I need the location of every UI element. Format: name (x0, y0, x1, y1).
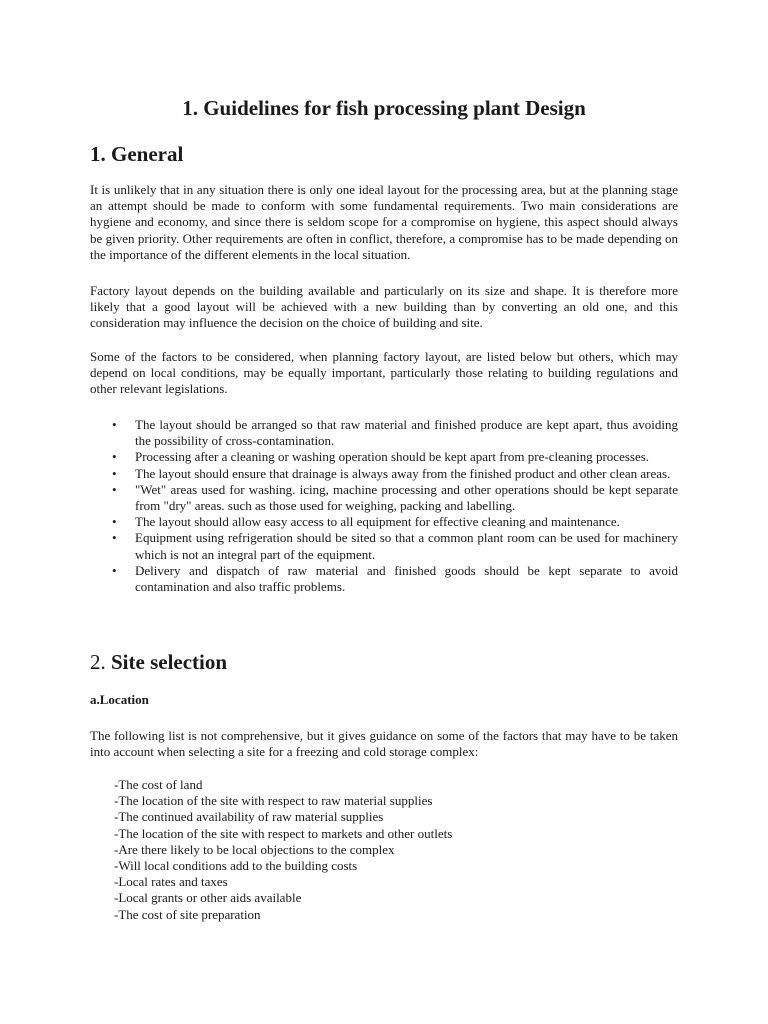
list-item (90, 449, 678, 465)
list-item: -The cost of land (114, 777, 203, 792)
list-item-text: Equipment using refrigeration should be sited so that a common plant room can be used for machinery which is not an integral part of the equipment. (135, 530, 678, 562)
list-item (90, 530, 678, 562)
list-item: -The continued availability of raw material supplies (114, 809, 384, 825)
location-subheading: a.Location (90, 692, 149, 707)
section-site-heading (90, 650, 227, 674)
list-item (90, 482, 678, 514)
list-item-text: The layout should ensure that drainage is always away from the finished product and other clean areas. (135, 465, 671, 481)
list-item-text: Processing after a cleaning or washing operation should be kept apart from pre-cleaning processes. (135, 449, 650, 465)
list-item-text: The layout should allow easy access to all equipment for effective cleaning and maintenance. (135, 514, 620, 530)
general-paragraph-1: It is unlikely that in any situation there is only one ideal layout for the processing area, but at the planning stage an attempt should be made to conform with some fundamental requirements. Two main considerations are hygiene and economy, and since there is seldom scope for a compromise on hygiene, this aspect should always be given priority. Other requirements are often in conflict, therefore, a compromise has to be made depending on the importance of the different elements in the local situation. (90, 182, 678, 262)
general-paragraph-3: Some of the factors to be considered, when planning factory layout, are listed below but others, which may depend on local conditions, may be equally important, particularly those relating to building regulations and other relevant legislations. (90, 349, 678, 397)
list-item-text: The layout should be arranged so that raw material and finished produce are kept apart, thus avoiding the possibility of cross-contamination. (135, 417, 678, 449)
list-item (90, 466, 678, 482)
list-item (90, 417, 678, 449)
list-item: -The location of the site with respect to markets and other outlets (114, 825, 453, 841)
list-item: -Will local conditions add to the building costs (114, 858, 358, 874)
list-item (90, 563, 678, 595)
section-general-title: General (111, 142, 184, 166)
location-intro-paragraph: The following list is not comprehensive, but it gives guidance on some of the factors that may have to be taken into account when selecting a site for a freezing and cold storage complex: (90, 728, 678, 760)
list-item-text: Delivery and dispatch of raw material and finished goods should be kept separate to avoid contamination and also traffic problems. (135, 562, 678, 595)
list-item-text: "Wet" areas used for washing. icing, machine processing and other operations should be kept separate from "dry" areas. such as those used for weighing, packing and labelling. (135, 481, 678, 514)
site-factors-list (114, 777, 452, 923)
list-item: -The cost of site preparation (114, 906, 261, 922)
list-item: -Local grants or other aids available (114, 890, 302, 906)
document-title: 1. Guidelines for fish processing plant Design (182, 96, 586, 120)
list-item: -Local rates and taxes (114, 874, 228, 890)
bullet-icon: • (112, 417, 117, 432)
bullet-icon: • (112, 449, 117, 465)
bullet-icon: • (112, 514, 117, 530)
general-paragraph-2: Factory layout depends on the building available and particularly on its size and shape. It is therefore more likely that a good layout will be achieved with a new building than by converting an old one, and this consideration may influence the decision on the choice of building and site. (90, 283, 678, 331)
bullet-icon: • (112, 562, 117, 578)
section-site-number: 2. (90, 650, 106, 674)
bullet-icon: • (112, 530, 117, 546)
bullet-icon: • (112, 481, 117, 497)
section-general-heading (90, 142, 183, 166)
list-item: -The location of the site with respect to raw material supplies (114, 793, 433, 809)
list-item: -Are there likely to be local objections to the complex (114, 841, 395, 857)
section-general-number: 1. (90, 142, 106, 166)
list-item (90, 514, 678, 530)
layout-guidelines-list (90, 417, 678, 595)
section-site-title: Site selection (111, 650, 228, 674)
bullet-icon: • (112, 465, 117, 481)
